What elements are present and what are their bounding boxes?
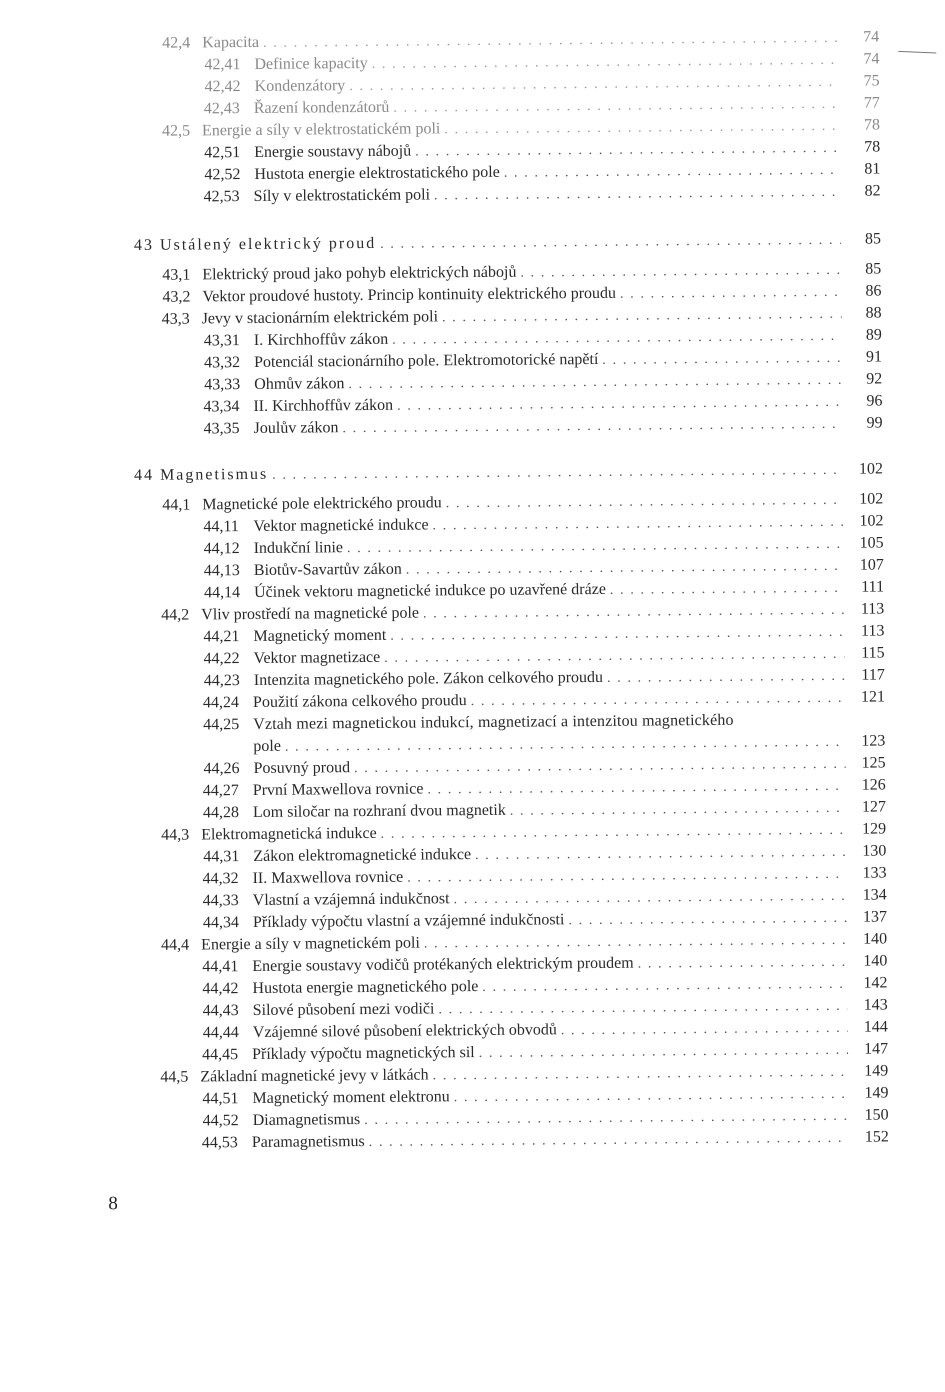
toc-entry-title: Příklady výpočtu vlastní a vzájemné indukčnosti	[252, 911, 565, 931]
toc-entry-number: 43,3	[161, 310, 190, 328]
toc-entry-title: Elektrický proud jako pohyb elektrických nábojů	[202, 263, 517, 284]
toc-entry-title: Silové působení mezi vodiči	[252, 1000, 435, 1019]
toc-entry-number: 42,51	[204, 144, 241, 162]
toc-entry-title: Intenzita magnetického pole. Zákon celkového proudu	[253, 668, 604, 689]
toc-entry-title: Potenciál stacionárního pole. Elektromotorické napětí	[253, 350, 599, 371]
toc-page-number: 111	[861, 578, 885, 596]
toc-entry-title: Paramagnetismus	[251, 1133, 365, 1152]
toc-entry-title: Posuvný proud	[253, 759, 351, 777]
toc-page-number: 140	[863, 952, 888, 970]
toc-entry-title: Příklady výpočtu magnetických sil	[252, 1044, 475, 1064]
toc-entry-number: 44,43	[202, 1002, 239, 1020]
toc-entry-number: 44,51	[202, 1090, 239, 1108]
toc-entry-number: 44,22	[203, 650, 240, 668]
toc-entry-number: 44,11	[203, 518, 239, 536]
toc-entry-title: Kapacita	[202, 33, 260, 52]
toc-entry-number: 43,34	[203, 398, 240, 416]
toc-page-number: 152	[864, 1128, 889, 1146]
toc-subsection-row	[204, 412, 883, 440]
toc-entry-title: Základní magnetické jevy v látkách	[200, 1066, 429, 1086]
toc-page-number: 78	[863, 116, 881, 134]
toc-page-number: 85	[865, 260, 882, 278]
toc-entry-number: 44,28	[202, 804, 240, 822]
toc-entry-title: Indukční linie	[253, 539, 344, 557]
toc-page-number: 89	[865, 326, 882, 344]
toc-page-number: 126	[861, 776, 886, 794]
toc-leader-dots	[369, 1128, 849, 1154]
toc-entry-title: Diamagnetismus	[252, 1111, 361, 1129]
toc-page-number: 150	[864, 1106, 889, 1124]
toc-entry-number: 44,42	[202, 980, 239, 998]
toc-page-number: 96	[866, 392, 883, 410]
toc-entry-title: Vektor magnetizace	[253, 648, 381, 667]
toc-page-number: 102	[859, 512, 884, 530]
toc-entry-number: 44,12	[203, 540, 240, 558]
toc-entry-title: Vliv prostředí na magnetické pole	[201, 604, 420, 624]
toc-entry-title: Vztah mezi magnetickou indukcí, magnetizací a intenzitou magnetického	[253, 711, 734, 733]
toc-entry-title: Biotův-Savartův zákon	[253, 560, 402, 579]
toc-entry-number: 44,52	[202, 1112, 239, 1130]
toc-entry-title: Zákon elektromagnetické indukce	[253, 846, 472, 865]
toc-page-number: 137	[862, 908, 887, 926]
toc-page-number: 107	[859, 556, 884, 574]
toc-page-number: 115	[861, 644, 885, 662]
toc-entry-number: 42,52	[204, 166, 241, 184]
toc-leader-dots	[638, 952, 848, 976]
toc-entry-title: Definice kapacity	[254, 54, 368, 73]
toc-entry-number: 43	[133, 236, 155, 255]
toc-page-number: 85	[864, 230, 882, 248]
toc-entry-number: 44,25	[203, 716, 240, 734]
toc-entry-title: Energie a síly v elektrostatickém poli	[201, 120, 441, 140]
toc-page-number: 117	[861, 666, 885, 684]
toc-page-number: 127	[861, 798, 887, 816]
toc-entry-number: 42,41	[204, 56, 241, 74]
toc-page-number: 88	[865, 304, 882, 322]
toc-entry-number: 44,41	[202, 958, 239, 976]
toc-page-number: 74	[863, 50, 880, 68]
toc-entry-title: pole	[253, 737, 282, 755]
toc-entry-number: 43,2	[162, 288, 191, 306]
toc-entry-number: 44,21	[203, 628, 240, 646]
toc-page-number: 105	[859, 534, 884, 552]
toc-entry-title: Magnetický moment elektronu	[252, 1088, 450, 1108]
toc-entry-number: 44,44	[202, 1024, 239, 1042]
toc-entry-number: 43,33	[204, 376, 241, 394]
toc-page-number: 143	[863, 996, 888, 1014]
toc-entry-number: 44,32	[202, 870, 239, 888]
toc-page-number: 144	[863, 1018, 888, 1036]
toc-entry-number: 43,32	[203, 354, 241, 372]
toc-entry-title: Použití zákona celkového proudu	[252, 692, 467, 711]
toc-page-number: 82	[864, 182, 881, 200]
toc-entry-number: 44,26	[203, 760, 240, 778]
toc-entry-title: Joulův zákon	[253, 419, 339, 437]
toc-chapter-row	[134, 228, 881, 257]
toc-page-number: 92	[866, 370, 883, 388]
toc-entry-title: Magnetické pole elektrického proudu	[202, 494, 442, 514]
toc-entry-title: Lom siločar na rozhraní dvou magnetik	[252, 801, 506, 821]
toc-entry-title: První Maxwellova rovnice	[252, 780, 424, 799]
toc-page-number: 125	[861, 754, 886, 772]
toc-entry-number: 44,13	[203, 562, 240, 580]
toc-page-number: 113	[860, 600, 885, 618]
toc-entry-title: Elektromagnetická indukce	[201, 824, 377, 844]
toc-entry-number: 44	[133, 466, 155, 485]
toc-page-number: 102	[858, 460, 884, 478]
page-number: 8	[108, 1193, 118, 1215]
toc-page-number: 121	[860, 688, 886, 706]
toc-entry-title: I. Kirchhoffův zákon	[253, 330, 389, 349]
toc-entry-title: Vektor magnetické indukce	[253, 516, 429, 535]
toc-leader-dots	[434, 182, 841, 208]
toc-entry-title: Hustota energie magnetického pole	[252, 978, 479, 997]
toc-entry-title: Síly v elektrostatickém poli	[253, 186, 431, 205]
toc-page-number: 77	[863, 94, 880, 112]
toc-entry-title: Řazení kondenzátorů	[253, 98, 390, 117]
toc-entry-number: 44,5	[160, 1068, 189, 1086]
toc-page-number: 91	[865, 348, 883, 366]
toc-entry-title: Ohmův zákon	[254, 375, 345, 393]
toc-entry-title: Jevy v stacionárním elektrickém poli	[201, 308, 439, 328]
toc-page-number: 78	[864, 138, 881, 156]
toc-entry-title: Účinek vektoru magnetické indukce po uzavřené dráze	[253, 580, 606, 601]
toc-page-number: 99	[866, 414, 883, 432]
toc-entry-number: 42,42	[204, 78, 241, 96]
toc-entry-title: Energie a síly v magnetickém poli	[201, 934, 420, 954]
toc-subsection-row	[202, 1126, 889, 1154]
toc-page-number: 81	[864, 160, 881, 178]
toc-page-number: 86	[865, 282, 882, 300]
toc-entry-number: 42,4	[162, 34, 191, 52]
toc-page-number: 142	[863, 974, 888, 992]
toc-page-number: 133	[862, 864, 887, 882]
toc-entry-number: 43,1	[162, 266, 191, 284]
toc-page-number: 113	[860, 622, 885, 640]
toc-page-number: 134	[862, 886, 887, 904]
toc-entry-number: 42,5	[161, 122, 191, 140]
toc-entry-number: 44,1	[162, 496, 191, 514]
toc-entry-title: II. Maxwellova rovnice	[252, 868, 404, 887]
toc-entry-title: Vzájemné silové působení elektrických obvodů	[252, 1021, 557, 1041]
toc-entry-number: 42,53	[203, 188, 240, 206]
toc-entry-number: 44,24	[202, 694, 240, 712]
toc-entry-number: 43,31	[203, 332, 240, 350]
toc-page-number: 123	[861, 732, 886, 750]
toc-entry-title: II. Kirchhoffův zákon	[253, 396, 394, 415]
toc-entry-number: 44,3	[161, 826, 190, 844]
scan-edge-mark	[898, 50, 936, 54]
toc-entry-number: 42,43	[203, 100, 240, 118]
toc-entry-number: 44,31	[203, 848, 240, 866]
toc-page-number: 74	[863, 28, 880, 46]
toc-page-number: 75	[863, 72, 880, 90]
toc-leader-dots	[272, 460, 843, 487]
toc-entry-number: 44,23	[203, 672, 240, 690]
toc-page-number: 149	[864, 1062, 889, 1080]
toc-entry-number: 44,53	[201, 1134, 238, 1152]
toc-entry-number: 44,27	[202, 782, 239, 800]
toc-entry-title: Kondenzátory	[254, 77, 346, 95]
toc-entry-number: 44,33	[202, 892, 239, 910]
toc-chapter-row	[134, 458, 883, 487]
toc-entry-number: 44,34	[202, 914, 240, 932]
toc-entry-title: Energie soustavy nábojů	[254, 142, 412, 161]
toc-entry-title: Magnetický moment	[253, 626, 387, 645]
toc-entry-number: 44,2	[161, 606, 190, 624]
toc-entry-title: Ustálený elektrický proud	[159, 234, 377, 254]
toc-page-number: 149	[864, 1084, 889, 1102]
toc-entry-number: 44,4	[161, 936, 190, 954]
toc-entry-title: Hustota energie elektrostatického pole	[254, 163, 500, 183]
toc-page-number: 129	[862, 820, 887, 838]
toc-leader-dots	[380, 230, 841, 256]
toc-subsection-row	[204, 180, 881, 208]
toc-page-number: 130	[862, 842, 887, 860]
toc-entry-title: Magnetismus	[159, 465, 269, 484]
toc-page-number: 140	[863, 930, 888, 948]
toc-entry-number: 44,14	[203, 584, 241, 602]
toc-entry-title: Vlastní a vzájemná indukčnost	[252, 890, 450, 909]
toc-page-number: 102	[859, 490, 884, 508]
toc-entry-number: 43,35	[203, 420, 240, 438]
toc-leader-dots	[342, 414, 842, 440]
toc-entry-number: 44,45	[202, 1046, 239, 1064]
toc-entry-title: Vektor proudové hustoty. Princip kontinuity elektrického proudu	[202, 284, 617, 306]
toc-entry-title: Energie soustavy vodičů protékaných elektrickým proudem	[252, 954, 634, 975]
toc-page-number: 147	[863, 1040, 889, 1058]
